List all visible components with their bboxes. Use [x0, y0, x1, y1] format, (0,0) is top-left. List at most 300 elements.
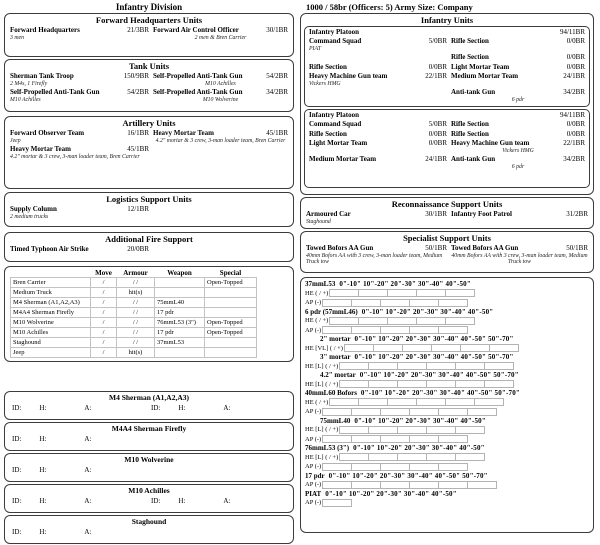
id-field-label: ID: [12, 404, 22, 412]
fill-in-box [322, 326, 352, 334]
unit-entry [10, 88, 149, 103]
vehicle-name-cell: Bren Carrier [11, 278, 91, 288]
fire-value-row [305, 498, 589, 508]
fill-in-box [351, 481, 381, 489]
fill-in-box [368, 380, 398, 388]
id-field-label: H: [39, 404, 47, 412]
weapon-cell: 76mmL53 (3") [155, 318, 205, 328]
fire-value-row [305, 362, 589, 372]
fill-in-box [438, 326, 468, 334]
fill-in-box [373, 344, 403, 352]
unit-card-id-row [10, 434, 288, 444]
unit-entry-row [10, 129, 288, 144]
unit-cost: 22/1BR [425, 72, 447, 80]
unit-entry [309, 53, 447, 62]
id-field-set [10, 465, 149, 475]
armour-cell: / / [117, 298, 155, 308]
fill-in-box [409, 463, 439, 471]
weapon-range-charts-box [300, 277, 594, 533]
weapon-chart-header [305, 417, 589, 426]
platoon-cost: 94/11BR [559, 111, 585, 119]
unit-entry-line [451, 244, 588, 253]
unit-name: Self-Propelled Anti-Tank Gun [153, 88, 243, 96]
unit-subtitle: 40mm Bofors AA with 3 crew, 3-man loader team, Medium Truck tow [451, 252, 588, 265]
unit-name: Anti-tank Gun [451, 88, 496, 96]
stat-table-row [11, 348, 257, 358]
unit-entry [447, 53, 585, 62]
unit-cost: 22/1BR [563, 139, 585, 147]
fill-in-box [322, 499, 352, 507]
weapon-range-headers: 0"-10" 10"-20" 20"-30" 30"-40" 40"-50" 50"-70" [360, 389, 520, 397]
unit-subtitle: 40mm Bofors AA with 3 crew, 3-man loader team, Medium Truck tow [306, 252, 443, 265]
fill-in-box [460, 344, 490, 352]
vehicle-name-cell: Jeep [11, 348, 91, 358]
id-field-label: ID: [12, 497, 22, 505]
weapon-range-headers: 0"-10" 10"-20" 20"-30" 30"-40" 40"-50" [325, 489, 457, 498]
fill-in-box [351, 408, 381, 416]
unit-entry [309, 63, 447, 72]
vehicle-stat-table-box [4, 266, 294, 362]
unit-cost: 34/2BR [266, 88, 288, 96]
unit-entry-line [10, 205, 149, 214]
move-cell: / [91, 328, 117, 338]
weapon-name: 4.2" mortar [320, 371, 356, 379]
army-summary-title: 1000 / 58br (Officers: 5) Army Size: Company [306, 2, 473, 12]
fire-value-label: AP (-) [305, 481, 322, 488]
unit-entry-line [10, 145, 149, 154]
unit-entry [149, 129, 288, 144]
unit-entry [306, 244, 447, 266]
id-field-label: ID: [12, 528, 22, 536]
section-reconnaissance-support-units [300, 197, 594, 229]
fill-in-box [351, 435, 381, 443]
fire-value-label: HE ( / +) [305, 289, 329, 297]
platoon-title-line [309, 28, 585, 37]
unit-name: Light Mortar Team [451, 62, 510, 71]
unit-entry-line [451, 72, 585, 81]
unit-entry-line [306, 244, 447, 253]
unit-subtitle: 2 medium trucks [10, 213, 49, 220]
id-field-label: H: [39, 435, 47, 443]
id-field-label: ID: [12, 466, 22, 474]
special-cell [205, 298, 257, 308]
unit-entry-row [309, 139, 585, 154]
fill-in-box [358, 289, 388, 297]
unit-subtitle: 6 pdr [511, 163, 525, 170]
unit-name: Self-Propelled Anti-Tank Gun [153, 72, 243, 80]
unit-name: Heavy Mortar Team [10, 145, 71, 153]
unit-entry-line [10, 245, 149, 254]
fire-value-label: AP (-) [305, 435, 322, 443]
unit-subtitle: 6 pdr [511, 96, 525, 103]
unit-cost: 0/0BR [566, 53, 585, 61]
fill-in-box [351, 299, 381, 307]
id-field-label: A: [84, 528, 92, 536]
unit-card [4, 422, 294, 451]
vehicle-name-cell: Medium Truck [11, 288, 91, 298]
unit-entry-row [309, 130, 585, 139]
unit-subtitle: M10 Achilles [10, 96, 41, 103]
section-infantry-units [300, 13, 594, 195]
id-field-label: A: [223, 404, 231, 412]
unit-name: Rifle Section [451, 37, 489, 45]
weapon-range-headers: 0"-10" 10"-20" 20"-30" 30"-40" 40"-50" [353, 444, 485, 452]
section-specialist-support-units [300, 231, 594, 273]
unit-entry [309, 72, 447, 87]
vehicle-name-cell: M10 Wolverine [11, 318, 91, 328]
fill-in-box [329, 317, 359, 325]
armour-cell: / / [117, 278, 155, 288]
unit-entry [447, 72, 585, 87]
weapon-chart-header [305, 371, 589, 380]
unit-cost: 54/2BR [127, 88, 149, 96]
unit-entry-line [451, 37, 585, 46]
unit-entry-row [306, 244, 588, 266]
fill-in-box [351, 463, 381, 471]
unit-entry-row [309, 53, 585, 62]
weapon-chart-header [305, 444, 589, 453]
unit-entry-line [451, 120, 585, 129]
unit-entry-line [10, 88, 149, 97]
weapon-cell [155, 348, 205, 358]
fire-value-row [305, 425, 589, 435]
fill-in-box [380, 408, 410, 416]
id-field-set [10, 403, 149, 413]
fire-value-row [305, 398, 589, 408]
fill-in-box [455, 362, 485, 370]
unit-cost: 34/2BR [563, 155, 585, 163]
fill-in-box [438, 435, 468, 443]
vehicle-name-cell: M4A4 Sherman Firefly [11, 308, 91, 318]
unit-entry [149, 145, 288, 160]
weapon-chart-header [305, 472, 589, 481]
id-field-label: A: [84, 404, 92, 412]
id-field-set [10, 527, 149, 537]
unit-entry [149, 88, 288, 103]
unit-entry-row [10, 205, 288, 220]
section-header: Logistics Support Units [106, 194, 192, 204]
section-header: Reconnaissance Support Units [391, 199, 503, 209]
unit-name: Medium Mortar Team [451, 72, 519, 80]
weapon-chart-header [305, 308, 589, 317]
unit-subtitle: M10 Wolverine [202, 96, 239, 103]
fire-value-label: HE [L] ( / +) [305, 362, 339, 370]
unit-entry-line [153, 88, 288, 97]
unit-entry-line [451, 210, 588, 219]
unit-entry [447, 37, 585, 52]
unit-entry-line [451, 53, 585, 62]
fire-value-row [305, 380, 589, 390]
unit-cost: 16/1BR [127, 129, 149, 137]
unit-card-id-row [10, 527, 288, 537]
unit-cost: 0/0BR [566, 129, 585, 138]
weapon-chart-header [305, 389, 589, 398]
id-field-label: ID: [151, 404, 161, 412]
fill-in-box [445, 317, 475, 325]
unit-entry [309, 130, 447, 139]
unit-entry-line [451, 139, 585, 148]
fill-in-box [329, 398, 359, 406]
unit-entry-line [309, 120, 447, 129]
weapon-cell [155, 278, 205, 288]
fill-in-box [474, 398, 504, 406]
unit-cost: 24/1BR [425, 155, 447, 163]
unit-subtitle: Jeep [10, 137, 21, 144]
stat-table-header-row [11, 269, 257, 278]
fill-in-box [397, 426, 427, 434]
unit-record-cards [4, 391, 294, 544]
unit-entry-line [153, 26, 288, 35]
section-header: Tank Units [128, 61, 170, 71]
stat-table-row [11, 298, 257, 308]
fill-in-box [397, 453, 427, 461]
unit-entry [10, 205, 149, 220]
move-cell: / [91, 318, 117, 328]
unit-entry-line [309, 37, 447, 46]
platoon-cost: 94/11BR [559, 28, 585, 36]
fire-value-row [305, 407, 589, 417]
unit-name: Rifle Section [451, 53, 489, 61]
armour-cell: hit(s) [117, 288, 155, 298]
unit-name: Heavy Mortar Team [153, 129, 214, 137]
unit-entry [309, 139, 447, 154]
unit-entry-row [309, 155, 585, 170]
fire-value-label: HE ( / +) [305, 398, 329, 406]
special-cell: Open-Topped [205, 278, 257, 288]
unit-entry [447, 244, 588, 266]
weapon-name: 3" mortar [320, 353, 351, 361]
unit-name: Infantry Foot Patrol [451, 210, 512, 218]
fire-value-row [305, 453, 589, 463]
unit-entry [447, 63, 585, 72]
special-cell [205, 338, 257, 348]
fill-in-box [358, 317, 388, 325]
unit-name: Forward Headquarters [10, 26, 80, 34]
weapon-range-headers: 0"-10" 10"-20" 20"-30" 30"-40" 40"-50" 50"-70" [359, 371, 519, 379]
unit-entry [447, 120, 585, 129]
right-column [300, 0, 594, 533]
section-header: Specialist Support Units [403, 233, 491, 243]
unit-entry-line [10, 129, 149, 138]
id-field-label: ID: [12, 435, 22, 443]
unit-entry-line [451, 155, 585, 164]
unit-entry [447, 139, 585, 154]
weapon-name: 6 pdr (57mmL46) [305, 307, 358, 316]
section-additional-fire-support [4, 232, 294, 262]
weapon-name: 37mmL53 [305, 280, 336, 288]
fill-in-box [431, 344, 461, 352]
stat-table-row [11, 288, 257, 298]
fill-in-box [409, 408, 439, 416]
fill-in-box [409, 326, 439, 334]
stat-table-header-cell [11, 269, 91, 278]
move-cell: / [91, 288, 117, 298]
unit-entry [149, 72, 288, 87]
unit-card-title: M4 Sherman (A1,A2,A3) [109, 393, 189, 402]
id-field-set [149, 403, 288, 413]
unit-entry [447, 130, 585, 139]
unit-cost: 31/2BR [566, 210, 588, 218]
infantry-platoon-box [304, 109, 590, 188]
special-cell: Open-Topped [205, 318, 257, 328]
fill-in-box [368, 362, 398, 370]
weapon-name: 76mmL53 (3") [305, 444, 350, 452]
section-header: Additional Fire Support [105, 234, 193, 244]
id-field-set [149, 496, 288, 506]
unit-entry [447, 210, 588, 225]
unit-subtitle: M10 Achilles [205, 80, 236, 87]
stat-table-header-cell: Move [95, 269, 112, 277]
unit-entry-row [10, 145, 288, 160]
unit-cost: 50/1BR [566, 244, 588, 252]
move-cell: / [91, 348, 117, 358]
stat-table-header-cell: Armour [123, 269, 148, 277]
unit-cost: 0/0BR [566, 37, 585, 45]
id-field-label: H: [178, 404, 186, 412]
unit-cost: 5/0BR [428, 120, 447, 128]
unit-entry-line [451, 88, 585, 97]
unit-entry-line [451, 130, 585, 139]
fill-in-box [322, 463, 352, 471]
fill-in-box [339, 362, 369, 370]
fill-in-box [426, 453, 456, 461]
fill-in-box [426, 426, 456, 434]
unit-entry-line [153, 129, 288, 138]
weapon-chart-header [305, 280, 589, 289]
fill-in-box [397, 380, 427, 388]
special-cell [205, 288, 257, 298]
weapon-range-headers: 0"-10" 10"-20" 20"-30" 30"-40" 40"-50" [354, 416, 486, 425]
weapon-name: 40mmL60 Bofors [305, 389, 357, 397]
unit-entry [10, 245, 149, 254]
unit-card-id-row [10, 496, 288, 506]
unit-card [4, 515, 294, 544]
fill-in-box [322, 481, 352, 489]
fill-in-box [329, 289, 359, 297]
unit-cost: 150/9BR [123, 72, 149, 80]
unit-entry-line [153, 72, 288, 81]
unit-entry-line [306, 210, 447, 219]
unit-entry [447, 88, 585, 103]
unit-name: Medium Mortar Team [309, 155, 377, 163]
unit-entry-line [309, 130, 447, 139]
section-tank-units [4, 59, 294, 112]
fire-value-label: AP (-) [305, 408, 322, 415]
armour-cell: hit(s) [117, 348, 155, 358]
unit-cost: 54/2BR [266, 72, 288, 80]
fill-in-box [351, 326, 381, 334]
id-field-label: A: [84, 435, 92, 443]
fill-in-box [484, 380, 514, 388]
fire-value-label: HE [L] ( / +) [305, 426, 339, 433]
weapon-chart-header [305, 490, 589, 499]
unit-subtitle: 4.2" mortar & 3 crew, 3-man loader team, Bren Carrier [155, 137, 286, 144]
unit-entry-line [309, 155, 447, 164]
unit-name: Light Mortar Team [309, 139, 368, 147]
fill-in-box [445, 398, 475, 406]
unit-card-id-row [10, 403, 288, 413]
id-field-label: A: [84, 497, 92, 505]
unit-card-title: M10 Wolverine [124, 455, 174, 464]
stat-table-row [11, 328, 257, 338]
unit-name: Rifle Section [309, 62, 347, 71]
section-header: Forward Headquarters Units [95, 15, 203, 25]
unit-entry-line [309, 72, 447, 81]
fill-in-box [358, 398, 388, 406]
unit-subtitle: 4.2" mortar & 3 crew, 3-man loader team, Bren Carrier [10, 153, 140, 160]
unit-name: Supply Column [10, 205, 57, 213]
section-artillery-units [4, 116, 294, 189]
unit-entry-row [10, 245, 288, 254]
fill-in-box [397, 362, 427, 370]
weapon-name: PIAT [305, 489, 322, 498]
left-column [4, 0, 294, 545]
fire-value-row [305, 344, 589, 354]
id-field-label: ID: [151, 497, 161, 505]
id-field-label: H: [39, 466, 47, 474]
unit-subtitle: 3 men [10, 34, 25, 41]
unit-entry-line [10, 72, 149, 81]
unit-cost: 0/0BR [428, 139, 447, 147]
fill-in-box [426, 362, 456, 370]
unit-card-title: Staghound [131, 517, 167, 526]
fire-value-row [305, 480, 589, 490]
weapon-cell [155, 288, 205, 298]
fill-in-box [380, 435, 410, 443]
stat-table-header-cell: Weapon [167, 269, 192, 277]
id-field-set [10, 496, 149, 506]
weapon-name: 75mmL40 [320, 416, 351, 425]
fill-in-box [368, 453, 398, 461]
stat-table-row [11, 318, 257, 328]
special-cell [205, 308, 257, 318]
unit-cost: 20/0BR [127, 245, 149, 253]
weapon-cell: 17 pdr [155, 308, 205, 318]
unit-entry [10, 129, 149, 144]
fill-in-box [344, 344, 374, 352]
move-cell: / [91, 338, 117, 348]
vehicle-stat-table [10, 269, 257, 358]
move-cell: / [91, 278, 117, 288]
fill-in-box [438, 463, 468, 471]
weapon-chart-header [305, 353, 589, 362]
weapon-range-headers: 0"-10" 10"-20" 20"-30" 30"-40" 40"-50" [339, 280, 471, 288]
weapon-range-headers: 0"-10" 10"-20" 20"-30" 30"-40" 40"-50" 50"-70" [328, 471, 488, 480]
fire-value-label: AP (-) [305, 326, 322, 334]
fill-in-box [409, 299, 439, 307]
fill-in-box [387, 398, 417, 406]
fire-value-label: AP (-) [305, 499, 322, 506]
unit-entry [447, 155, 585, 170]
unit-cost: 5/0BR [428, 37, 447, 45]
unit-cost: 0/0BR [566, 120, 585, 128]
unit-name: Timed Typhoon Air Strike [10, 245, 89, 253]
id-field-label: A: [223, 497, 231, 505]
unit-entry [309, 155, 447, 170]
unit-card [4, 391, 294, 420]
unit-entry-line [10, 26, 149, 35]
fill-in-box [339, 426, 369, 434]
unit-subtitle: Vickers HMG [502, 147, 534, 154]
fill-in-box [416, 398, 446, 406]
unit-cost: 0/0BR [428, 129, 447, 138]
fill-in-box [438, 408, 468, 416]
unit-cost: 24/1BR [563, 72, 585, 80]
fire-value-label: HE [VL] ( / +) [305, 344, 343, 352]
unit-entry-line [309, 139, 447, 148]
unit-entry [10, 145, 149, 160]
unit-entry-line [309, 63, 447, 72]
